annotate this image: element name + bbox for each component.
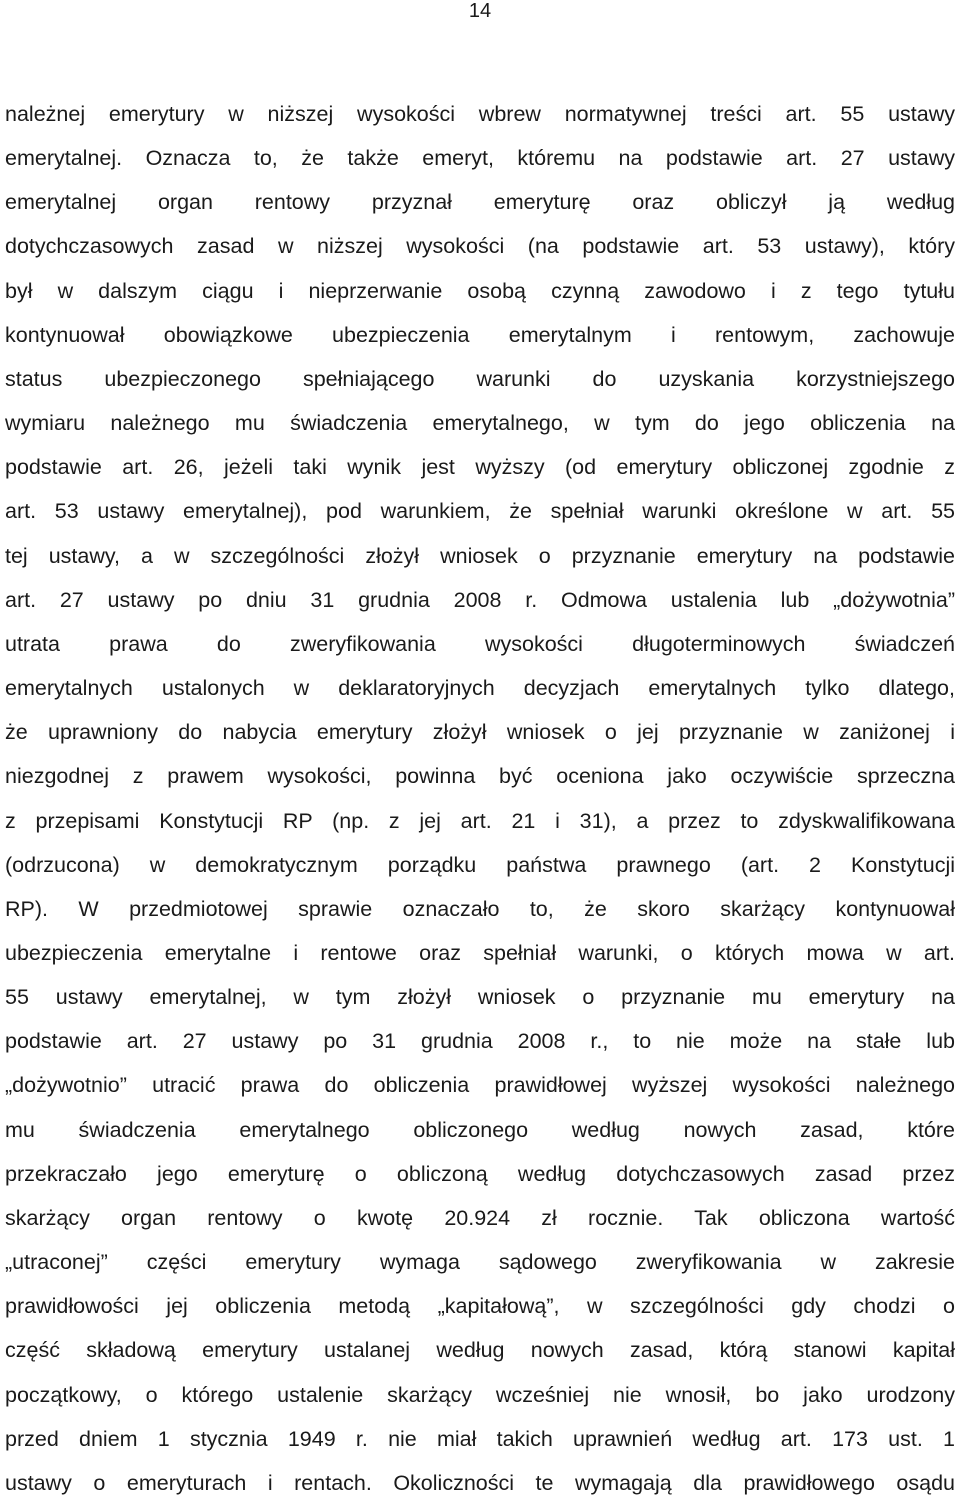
text-line: utrata prawa do zweryfikowania wysokości długoterminowych świadczeń [5,631,955,656]
text-line: część składową emerytury ustalanej według nowych zasad, którą stanowi kapitał [5,1338,955,1363]
text-line: status ubezpieczonego spełniającego warunki do uzyskania korzystniejszego [5,366,955,391]
text-line: RP). W przedmiotowej sprawie oznaczało to, że skoro skarżący kontynuował [5,896,955,921]
text-line: mu świadczenia emerytalnego obliczonego według nowych zasad, które [5,1117,955,1142]
text-line: przed dniem 1 stycznia 1949 r. nie miał takich uprawnień według art. 173 ust. 1 [5,1426,955,1451]
text-line: kontynuował obowiązkowe ubezpieczenia emerytalnym i rentowym, zachowuje [5,322,955,347]
text-line: początkowy, o którego ustalenie skarżący wcześniej nie wnosił, bo jako urodzony [5,1382,955,1407]
text-line: „dożywotnio” utracić prawa do obliczenia prawidłowej wyższej wysokości należnego [5,1073,955,1098]
text-line: należnej emerytury w niższej wysokości wbrew normatywnej treści art. 55 ustawy [5,102,955,126]
text-line: podstawie art. 27 ustawy po 31 grudnia 2008 r., to nie może na stałe lub [5,1029,955,1054]
text-line: emerytalnych ustalonych w deklaratoryjnych decyzjach emerytalnych tylko dlatego, [5,676,955,701]
text-line: art. 27 ustawy po dniu 31 grudnia 2008 r. Odmowa ustalenia lub „dożywotnia” [5,587,955,612]
text-line: prawidłowości jej obliczenia metodą „kapitałową”, w szczególności gdy chodzi o [5,1294,955,1319]
text-line: „utraconej” części emerytury wymaga sądowego zweryfikowania w zakresie [5,1250,955,1275]
text-line: emerytalnej organ rentowy przyznał emeryturę oraz obliczył ją według [5,190,955,215]
text-line: ubezpieczenia emerytalne i rentowe oraz spełniał warunki, o których mowa w art. [5,940,955,965]
page-number: 14 [468,0,492,22]
text-line: z przepisami Konstytucji RP (np. z jej art. 21 i 31), a przez to zdyskwalifikowana [5,808,955,833]
text-line: że uprawniony do nabycia emerytury złożył wniosek o jej przyznanie w zaniżonej i [5,720,955,745]
text-line: podstawie art. 26, jeżeli taki wynik jest wyższy (od emerytury obliczonej zgodnie z [5,455,955,480]
text-line: tej ustawy, a w szczególności złożył wniosek o przyznanie emerytury na podstawie [5,543,955,568]
text-line: art. 53 ustawy emerytalnej), pod warunkiem, że spełniał warunki określone w art. 55 [5,499,955,524]
text-line: przekraczało jego emeryturę o obliczoną według dotychczasowych zasad przez [5,1161,955,1186]
text-line: wymiaru należnego mu świadczenia emerytalnego, w tym do jego obliczenia na [5,411,955,436]
text-line: ustawy o emeryturach i rentach. Okoliczności te wymagają dla prawidłowego osądu [5,1470,955,1495]
text-line: 55 ustawy emerytalnej, w tym złożył wniosek o przyznanie mu emerytury na [5,985,955,1010]
body-paragraph [5,92,955,1505]
text-line: (odrzucona) w demokratycznym porządku państwa prawnego (art. 2 Konstytucji [5,852,955,877]
text-line: był w dalszym ciągu i nieprzerwanie osobą czynną zawodowo i z tego tytułu [5,278,955,303]
text-line: dotychczasowych zasad w niższej wysokości (na podstawie art. 53 ustawy), który [5,234,955,259]
text-line: niezgodnej z prawem wysokości, powinna być oceniona jako oczywiście sprzeczna [5,764,955,789]
text-line: skarżący organ rentowy o kwotę 20.924 zł rocznie. Tak obliczona wartość [5,1205,955,1230]
text-line: emerytalnej. Oznacza to, że także emeryt, któremu na podstawie art. 27 ustawy [5,146,955,171]
